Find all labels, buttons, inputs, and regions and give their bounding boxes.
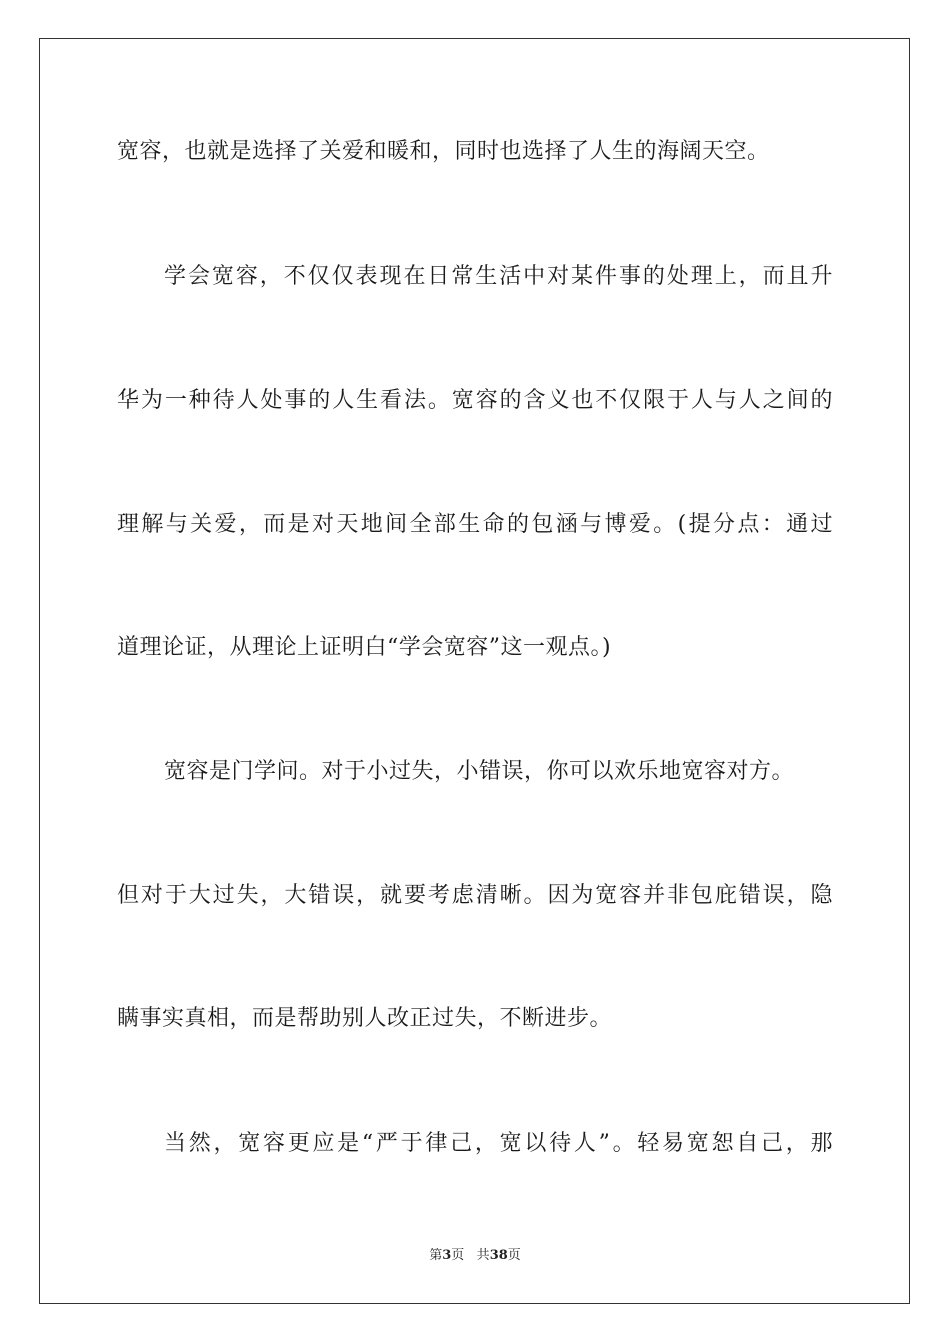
paragraph-line-6: 宽容是门学问。对于小过失，小错误，你可以欢乐地宽容对方。 bbox=[164, 759, 795, 784]
page-prefix: 第 bbox=[429, 1248, 443, 1263]
page-suffix: 页 bbox=[451, 1248, 465, 1263]
paragraph-line-2: 学会宽容，不仅仅表现在日常生活中对某件事的处理上，而且升 bbox=[164, 264, 833, 289]
total-prefix: 共 bbox=[476, 1248, 490, 1263]
paragraph-line-1: 宽容，也就是选择了关爱和暖和，同时也选择了人生的海阔天空。 bbox=[117, 139, 770, 164]
page-total: 38 bbox=[489, 1248, 508, 1263]
page-frame bbox=[39, 38, 910, 1304]
paragraph-line-5: 道理论证，从理论上证明白“学会宽容”这一观点。) bbox=[117, 635, 612, 660]
page-current: 3 bbox=[442, 1248, 452, 1263]
paragraph-line-4: 理解与关爱，而是对天地间全部生命的包涵与博爱。(提分点：通过 bbox=[117, 512, 833, 537]
page-footer bbox=[0, 1247, 950, 1265]
paragraph-line-7: 但对于大过失，大错误，就要考虑清晰。因为宽容并非包庇错误，隐 bbox=[117, 883, 833, 908]
paragraph-line-3: 华为一种待人处事的人生看法。宽容的含义也不仅限于人与人之间的 bbox=[117, 388, 833, 413]
paragraph-line-8: 瞒事实真相，而是帮助别人改正过失，不断进步。 bbox=[117, 1006, 613, 1031]
total-suffix: 页 bbox=[507, 1248, 521, 1263]
paragraph-line-9: 当然，宽容更应是“严于律己，宽以待人”。轻易宽恕自己，那 bbox=[164, 1131, 833, 1156]
